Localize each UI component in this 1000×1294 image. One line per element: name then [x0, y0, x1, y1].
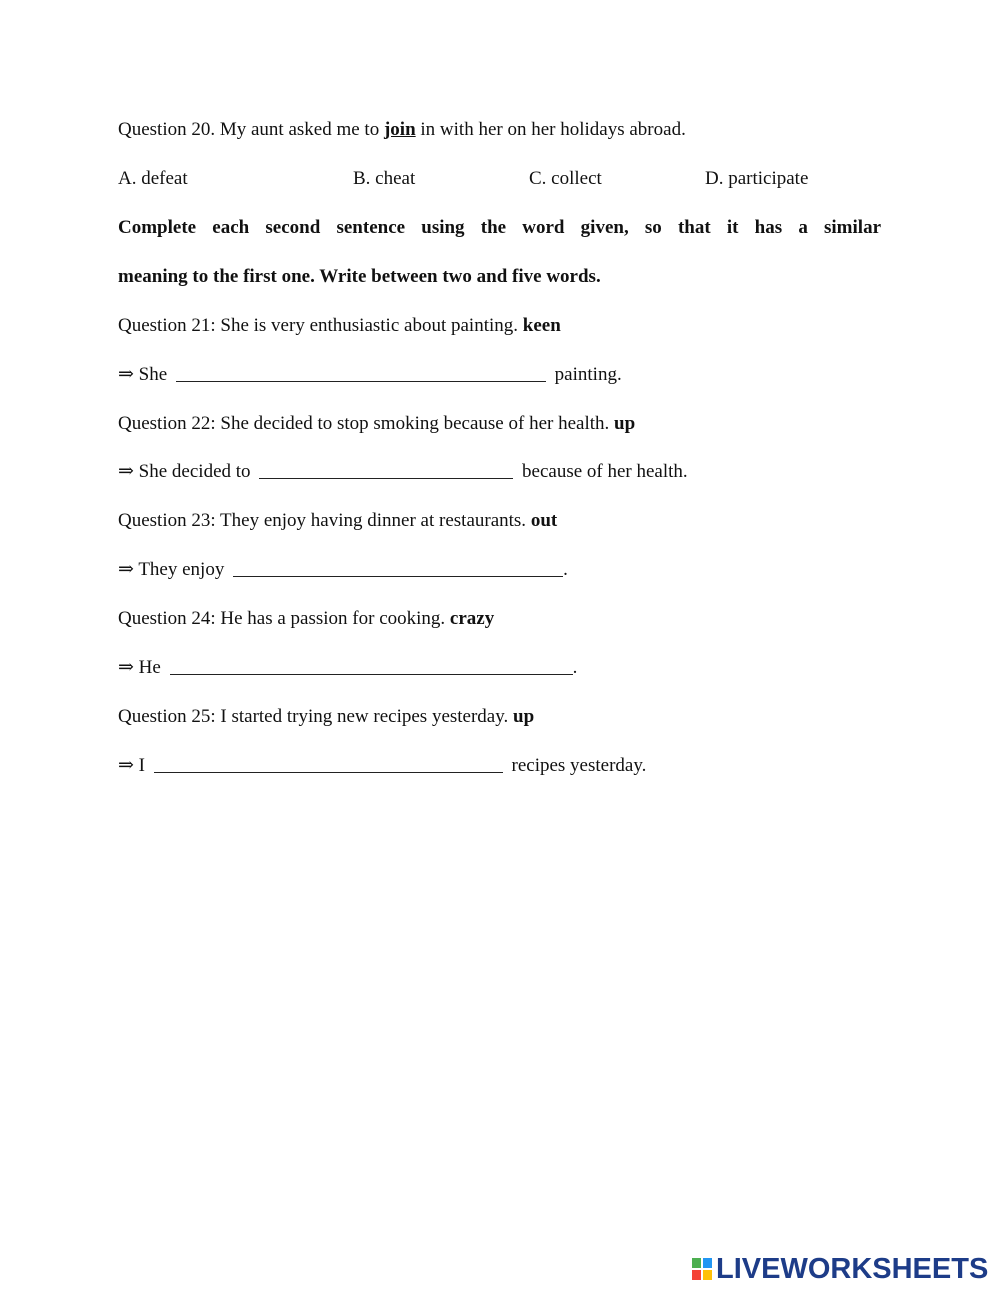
question-22	[118, 412, 635, 436]
answer-suffix: recipes yesterday.	[511, 755, 647, 776]
question-prompt: Question 22: She decided to stop smoking because of her health.	[118, 413, 615, 434]
question-20-suffix: in with her on her holidays abroad.	[415, 119, 686, 140]
liveworksheets-logo-text: LIVEWORKSHEETS	[716, 1253, 989, 1285]
instruction-line-1: Complete each second sentence using the word given, so that it has a similar	[118, 217, 881, 238]
question-21	[118, 314, 561, 338]
question-23	[118, 509, 557, 533]
answer-22	[118, 460, 688, 484]
option-a[interactable]: A. defeat	[118, 168, 188, 189]
question-prompt: Question 24: He has a passion for cooking.	[118, 608, 450, 629]
answer-25-blank[interactable]	[154, 754, 503, 773]
answer-24-input[interactable]	[170, 659, 573, 677]
answer-suffix: .	[563, 559, 568, 580]
answer-suffix: painting.	[554, 364, 622, 385]
question-20	[118, 118, 686, 142]
answer-25-input[interactable]	[154, 757, 503, 775]
question-keyword: up	[614, 413, 636, 434]
answer-23-blank[interactable]	[233, 558, 563, 577]
answer-22-input[interactable]	[259, 463, 513, 481]
question-25	[118, 705, 534, 729]
question-keyword: crazy	[449, 608, 495, 629]
question-keyword: up	[513, 706, 535, 727]
answer-21-input[interactable]	[176, 366, 546, 384]
answer-prefix: ⇒ I	[118, 755, 145, 776]
answer-25	[118, 754, 646, 778]
answer-23-input[interactable]	[233, 561, 563, 579]
answer-prefix: ⇒ She decided to	[118, 461, 251, 482]
answer-23	[118, 558, 568, 582]
question-20-prefix: Question 20. My aunt asked me to	[118, 119, 384, 140]
answer-prefix: ⇒ She	[118, 364, 168, 385]
answer-24	[118, 656, 577, 680]
answer-suffix: .	[572, 657, 578, 678]
answer-prefix: ⇒ He	[118, 657, 161, 678]
instruction-line-2: meaning to the first one. Write between two and five words.	[118, 266, 601, 287]
question-20-options	[118, 167, 918, 191]
question-prompt: Question 23: They enjoy having dinner at restaurants.	[118, 510, 531, 531]
question-prompt: Question 21: She is very enthusiastic about painting.	[118, 315, 523, 336]
option-c[interactable]: C. collect	[529, 168, 602, 189]
answer-suffix: because of her health.	[522, 461, 688, 482]
answer-24-blank[interactable]	[170, 656, 573, 675]
liveworksheets-logo[interactable]	[692, 1253, 989, 1285]
answer-21-blank[interactable]	[176, 363, 546, 382]
answer-22-blank[interactable]	[259, 460, 513, 479]
question-keyword: keen	[522, 315, 561, 336]
liveworksheets-logo-icon	[692, 1256, 714, 1282]
answer-prefix: ⇒ They enjoy	[118, 559, 225, 580]
answer-21	[118, 363, 622, 387]
option-d[interactable]: D. participate	[705, 168, 809, 189]
question-24	[118, 607, 494, 631]
question-prompt: Question 25: I started trying new recipes yesterday.	[118, 706, 514, 727]
question-20-keyword: join	[383, 119, 416, 140]
option-b[interactable]: B. cheat	[353, 168, 416, 189]
question-keyword: out	[530, 510, 558, 531]
